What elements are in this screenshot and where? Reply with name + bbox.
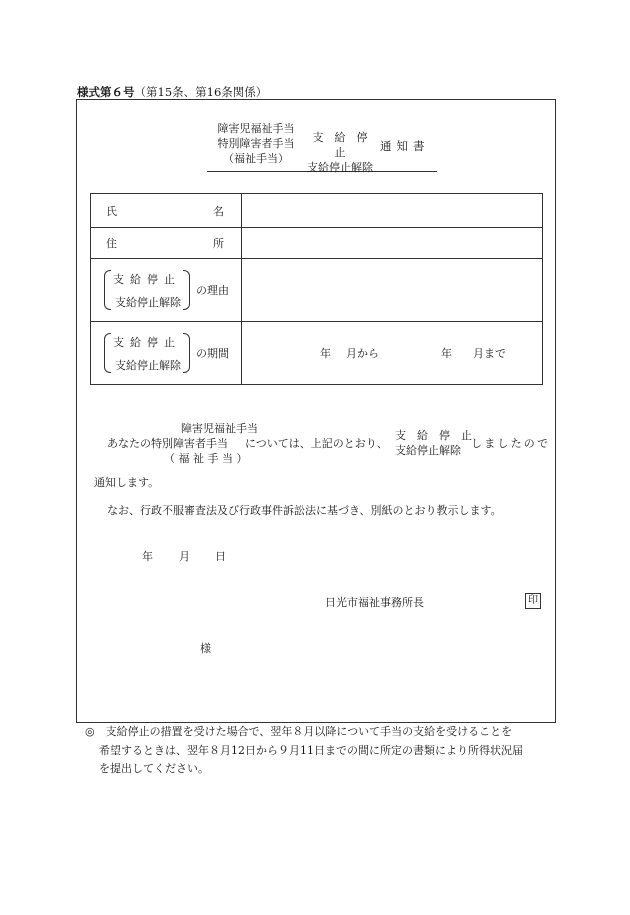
form-number: 様式第６号 <box>77 85 135 99</box>
name-field[interactable] <box>242 194 543 228</box>
body-prefix: あなたの <box>107 437 151 450</box>
footnote <box>85 723 555 779</box>
issuer-name: 日光市福祉事務所長 <box>325 596 424 609</box>
reason-brace <box>104 270 190 310</box>
name-label-1: 氏 <box>106 204 117 218</box>
body-suffix: しましたので <box>471 437 551 450</box>
footnote-line-3: を提出してください。 <box>99 762 209 775</box>
period-start-year: 年 <box>320 347 331 360</box>
reason-action-2: 支給停止解除 <box>115 296 181 309</box>
title-action-list <box>304 130 379 175</box>
body-action-1: 支 給 停 止 <box>395 429 472 442</box>
title-doc-type: 通知書 <box>380 139 430 153</box>
seal-stamp: 印 <box>525 593 541 609</box>
footnote-line-1: 支給停止の措置を受けた場合で、翌年８月以降について手当の支給を受けることを <box>105 725 513 738</box>
period-start-month: 月から <box>346 347 379 360</box>
period-label-cell <box>91 322 242 385</box>
address-label-cell <box>91 228 242 259</box>
table-row-reason <box>91 259 543 322</box>
reason-action-1: 支給停止 <box>113 273 181 286</box>
reason-suffix: の理由 <box>196 284 229 297</box>
table-row-period <box>91 322 543 385</box>
body-allowance-3: （ 福 祉 手 当 ） <box>164 452 248 465</box>
title-allowance-2: 特別障害者手当 <box>217 137 295 150</box>
period-end-year: 年 <box>441 347 452 360</box>
addressee-suffix: 様 <box>200 642 211 655</box>
table-row-address <box>91 228 543 259</box>
footnote-mark: ◎ <box>85 725 95 738</box>
period-end-month: 月まで <box>473 347 506 360</box>
document-title <box>207 121 437 172</box>
address-field[interactable] <box>242 228 543 259</box>
title-allowance-3: （福祉手当） <box>223 152 289 165</box>
recipient-info-table <box>90 193 543 385</box>
period-field[interactable] <box>242 322 543 385</box>
form-label <box>77 84 267 100</box>
address-label-2: 所 <box>213 237 224 250</box>
body-allowance-2: 特別障害者手当 <box>151 437 228 450</box>
address-label-1: 住 <box>106 237 117 250</box>
body-middle: については、上記のとおり、 <box>245 437 388 450</box>
reason-label-cell <box>91 259 242 322</box>
reason-field[interactable] <box>242 259 543 322</box>
table-row-name <box>91 194 543 228</box>
footnote-line-2: 希望するときは、翌年８月12日から９月11日までの間に所定の書類により所得状況届 <box>99 743 523 757</box>
name-label-2: 名 <box>213 204 224 218</box>
title-allowance-list <box>212 121 300 166</box>
period-action-2: 支給停止解除 <box>115 359 181 372</box>
title-allowance-1: 障害児福祉手当 <box>217 122 295 135</box>
body-notify: 通知します。 <box>94 476 160 489</box>
body-appeal-notice: なお、行政不服審査法及び行政事件訴訟法に基づき、別紙のとおり教示します。 <box>107 504 502 517</box>
date-year: 年 <box>142 550 153 563</box>
date-day: 日 <box>215 550 226 563</box>
name-label-cell <box>91 194 242 228</box>
form-article-reference: （第15条、第16条関係） <box>134 85 268 99</box>
title-action-2: 支給停止解除 <box>307 161 373 174</box>
period-suffix: の期間 <box>196 347 229 360</box>
body-action-2: 支給停止解除 <box>395 444 461 457</box>
period-action-1: 支給停止 <box>113 336 181 349</box>
title-action-1: 支 給 停 止 <box>312 131 379 159</box>
body-allowance-1: 障害児福祉手当 <box>181 422 258 435</box>
period-brace <box>104 333 190 373</box>
date-month: 月 <box>179 550 190 563</box>
